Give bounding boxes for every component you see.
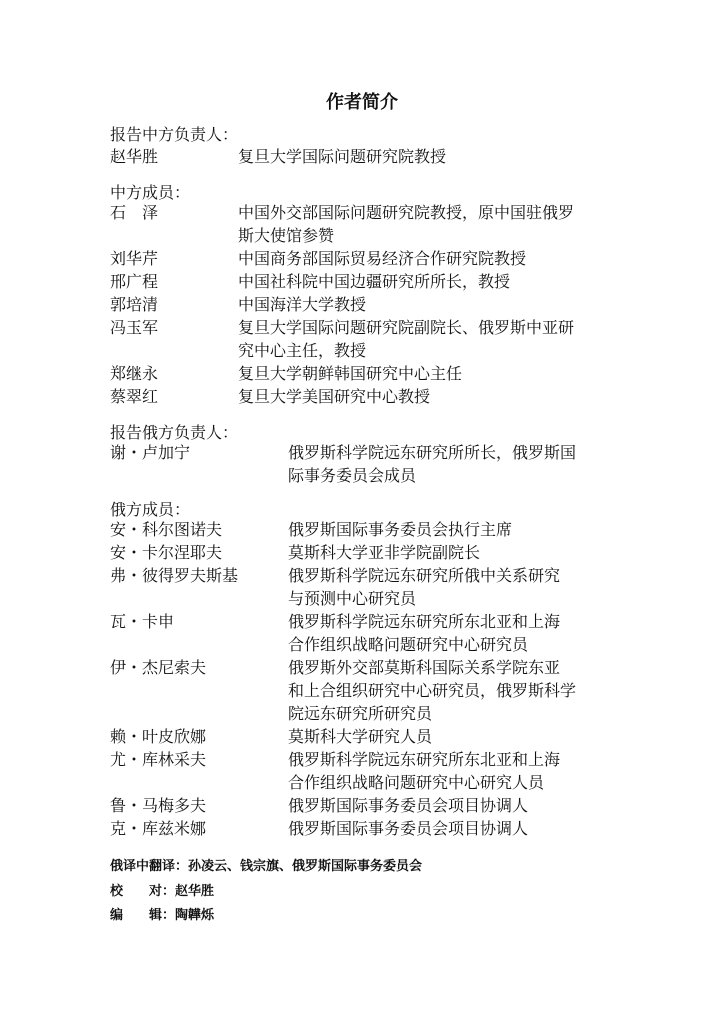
person-description: 复旦大学国际问题研究院副院长、俄罗斯中亚研 bbox=[238, 318, 575, 337]
person-name: 鲁・马梅多夫 bbox=[110, 796, 207, 815]
person-name: 安・科尔图诺夫 bbox=[110, 520, 223, 539]
person-name: 冯玉军 bbox=[110, 318, 159, 337]
person-description: 俄罗斯国际事务委员会项目协调人 bbox=[288, 796, 529, 815]
page-title: 作者简介 bbox=[326, 92, 398, 113]
person-name: 瓦・卡申 bbox=[110, 612, 175, 631]
person-name: 郭培清 bbox=[110, 295, 159, 314]
person-name: 蔡翠红 bbox=[110, 387, 159, 406]
proofread-label: 校 对： bbox=[110, 884, 176, 899]
person-description: 俄罗斯科学院远东研究所俄中关系研究 bbox=[288, 566, 561, 585]
person-description: 俄罗斯科学院远东研究所东北亚和上海 bbox=[288, 750, 561, 769]
person-description: 中国海洋大学教授 bbox=[238, 295, 367, 314]
person-description: 与预测中心研究员 bbox=[288, 589, 417, 608]
person-description: 复旦大学朝鲜韩国研究中心主任 bbox=[238, 364, 463, 383]
editor-value: 陶韡烁 bbox=[175, 908, 215, 923]
person-name: 弗・彼得罗夫斯基 bbox=[110, 566, 239, 585]
person-description: 复旦大学国际问题研究院教授 bbox=[238, 147, 447, 166]
person-description: 莫斯科大学亚非学院副院长 bbox=[288, 543, 481, 562]
cn-members-heading: 中方成员： bbox=[110, 183, 191, 202]
person-name: 安・卡尔涅耶夫 bbox=[110, 543, 223, 562]
person-name: 刘华芹 bbox=[110, 249, 159, 268]
person-description: 俄罗斯外交部莫斯科国际关系学院东亚 bbox=[288, 658, 561, 677]
person-name: 石 泽 bbox=[110, 203, 159, 222]
person-description: 俄罗斯科学院远东研究所东北亚和上海 bbox=[288, 612, 561, 631]
person-description: 斯大使馆参赞 bbox=[238, 226, 335, 245]
editor-credit bbox=[110, 904, 214, 923]
person-description: 合作组织战略问题研究中心研究员 bbox=[288, 635, 529, 654]
person-description: 中国商务部国际贸易经济合作研究院教授 bbox=[238, 249, 527, 268]
cn-leader-heading: 报告中方负责人： bbox=[110, 125, 239, 144]
person-name: 伊・杰尼索夫 bbox=[110, 658, 207, 677]
person-description: 俄罗斯国际事务委员会项目协调人 bbox=[288, 819, 529, 838]
person-description: 复旦大学美国研究中心教授 bbox=[238, 387, 431, 406]
translation-label: 俄译中翻译： bbox=[110, 859, 189, 874]
proofread-value: 赵华胜 bbox=[175, 884, 215, 899]
ru-members-heading: 俄方成员： bbox=[110, 500, 191, 519]
translation-credit bbox=[110, 855, 422, 874]
person-name: 谢・卢加宁 bbox=[110, 443, 191, 462]
proofread-credit bbox=[110, 880, 214, 899]
person-description: 中国外交部国际问题研究院教授，原中国驻俄罗 bbox=[238, 203, 575, 222]
person-description: 合作组织战略问题研究中心研究人员 bbox=[288, 773, 545, 792]
person-description: 际事务委员会成员 bbox=[288, 466, 417, 485]
editor-label: 编 辑： bbox=[110, 908, 176, 923]
person-description: 中国社科院中国边疆研究所所长，教授 bbox=[238, 272, 511, 291]
person-name: 克・库兹米娜 bbox=[110, 819, 207, 838]
person-name: 尤・库林采夫 bbox=[110, 750, 207, 769]
person-name: 郑继永 bbox=[110, 364, 159, 383]
person-description: 究中心主任，教授 bbox=[238, 341, 367, 360]
translation-value: 孙凌云、钱宗旗、俄罗斯国际事务委员会 bbox=[188, 859, 423, 874]
ru-leader-heading: 报告俄方负责人： bbox=[110, 423, 239, 442]
person-description: 俄罗斯国际事务委员会执行主席 bbox=[288, 520, 513, 539]
person-description: 和上合组织研究中心研究员，俄罗斯科学 bbox=[288, 681, 577, 700]
person-description: 院远东研究所研究员 bbox=[288, 704, 433, 723]
person-name: 赵华胜 bbox=[110, 147, 159, 166]
person-name: 邢广程 bbox=[110, 272, 159, 291]
person-name: 赖・叶皮欣娜 bbox=[110, 727, 207, 746]
person-description: 俄罗斯科学院远东研究所所长，俄罗斯国 bbox=[288, 443, 577, 462]
person-description: 莫斯科大学研究人员 bbox=[288, 727, 433, 746]
